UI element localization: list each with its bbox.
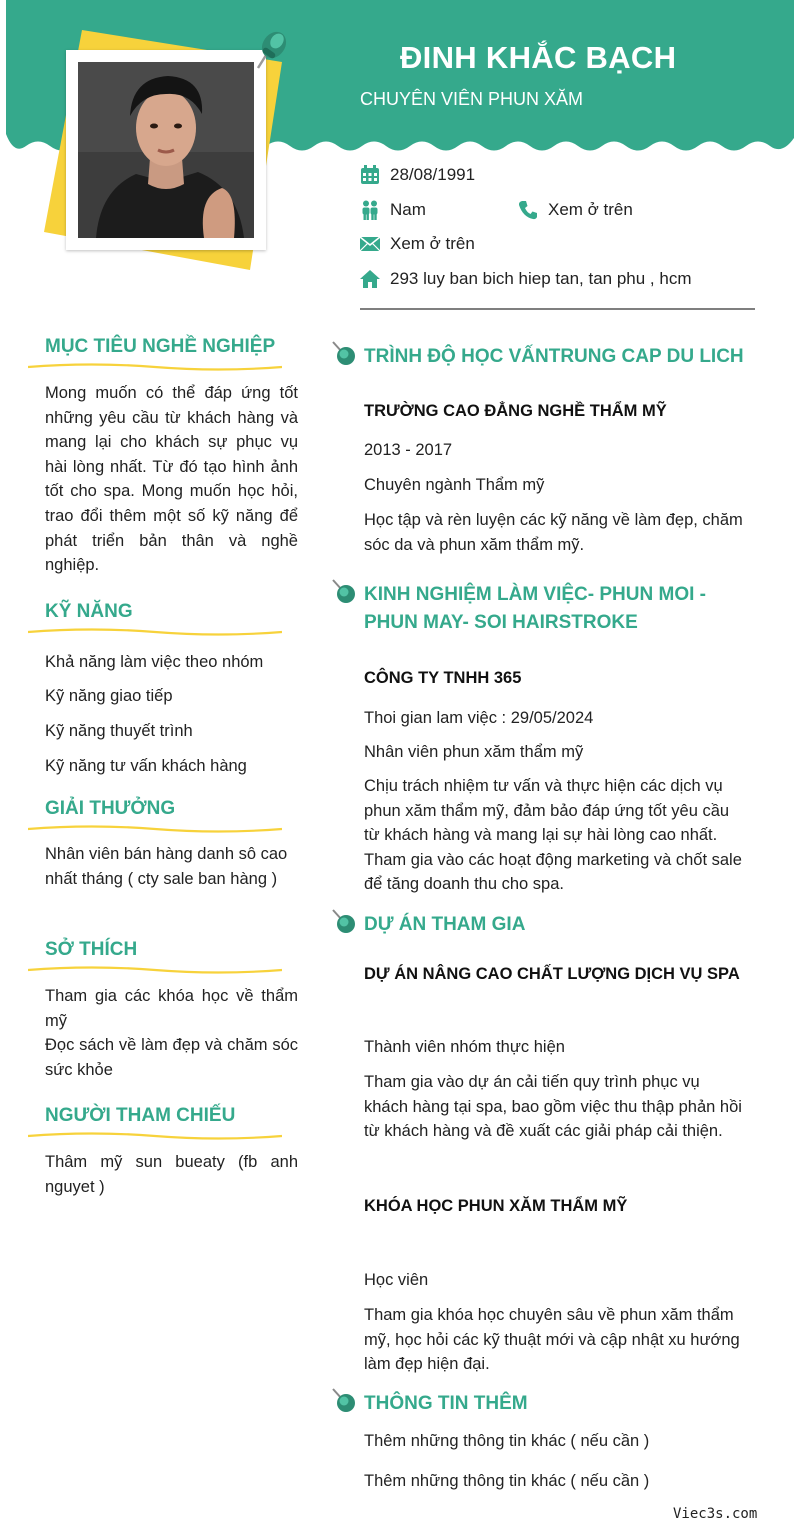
photo-pushpin-icon <box>252 26 290 72</box>
email-value: Xem ở trên <box>390 234 475 253</box>
experience-period: Thoi gian lam việc : 29/05/2024 <box>364 709 594 727</box>
experience-description: Chịu trách nhiệm tư vấn và thực hiện các dịch vụ phun xăm thẩm mỹ, đảm bảo đáp ứng tốt yêu cầu từ khách hàng và mang lại sự hài lòng cao nhất. Tham gia vào các hoạt động marketing và chốt sale để tăng doanh thu cho spa. <box>364 777 742 894</box>
objective-text: Mong muốn có thể đáp ứng tốt những yêu cầu từ khách hàng và mang lại cho khách sự phục vụ hài lòng nhất. Từ đó tạo hình ảnh tốt cho spa. Mong muốn học hỏi, trao đổi thêm một số kỹ năng để phát triển bản thân và nghề nghiệp. <box>45 384 298 575</box>
phone-value: Xem ở trên <box>548 200 633 219</box>
skills-heading: KỸ NĂNG <box>45 601 133 622</box>
objective-underline <box>28 362 282 372</box>
experience-company: CÔNG TY TNHH 365 <box>364 669 522 687</box>
contact-phone <box>518 200 633 220</box>
contact-address <box>360 269 691 289</box>
brand-watermark[interactable]: Viec3s.com <box>673 1506 758 1522</box>
experience-heading: KINH NGHIỆM LÀM VIỆC- PHUN MOI - PHUN MAY- SOI HAIRSTROKE <box>364 584 706 633</box>
project-description: Tham gia khóa học chuyên sâu về phun xăm thẩm mỹ, học hỏi các kỹ thuật mới và cập nhật xu hướng làm đẹp hiện đại. <box>364 1306 740 1374</box>
skill-item: Kỹ năng tư vấn khách hàng <box>45 757 247 775</box>
references-heading: NGƯỜI THAM CHIẾU <box>45 1105 236 1126</box>
contact-birthday <box>360 165 475 185</box>
awards-underline <box>28 824 282 834</box>
photo-frame <box>66 50 266 250</box>
header-divider <box>360 308 755 310</box>
home-icon <box>360 269 380 289</box>
job-title: CHUYÊN VIÊN PHUN XĂM <box>360 89 584 109</box>
experience-position: Nhân viên phun xăm thẩm mỹ <box>364 743 584 761</box>
awards-heading: GIẢI THƯỞNG <box>45 798 176 819</box>
education-heading: TRÌNH ĐỘ HỌC VẤNTRUNG CAP DU LICH <box>364 346 744 367</box>
skills-underline <box>28 627 282 637</box>
project-role: Học viên <box>364 1271 429 1289</box>
people-icon <box>360 200 380 220</box>
education-major: Chuyên ngành Thẩm mỹ <box>364 476 545 494</box>
calendar-icon <box>360 165 380 185</box>
candidate-name: ĐINH KHẮC BẠCH <box>400 40 677 75</box>
project-name: KHÓA HỌC PHUN XĂM THẨM MỸ <box>364 1197 628 1215</box>
awards-text: Nhân viên bán hàng danh sô cao nhất tháng ( cty sale ban hàng ) <box>45 845 288 888</box>
phone-icon <box>518 200 538 220</box>
address-value: 293 luy ban bich hiep tan, tan phu , hcm <box>390 269 692 288</box>
hobbies-heading: SỞ THÍCH <box>45 939 138 960</box>
envelope-icon <box>360 234 380 254</box>
more-info-item: Thêm những thông tin khác ( nếu cần ) <box>364 1472 650 1490</box>
birthday-value: 28/08/1991 <box>390 165 476 184</box>
references-text: Thâm mỹ sun bueaty (fb anh nguyet ) <box>45 1153 298 1196</box>
education-school: TRƯỜNG CAO ĐẲNG NGHỀ THẨM MỸ <box>364 402 667 420</box>
gender-value: Nam <box>390 200 426 219</box>
more-info-item: Thêm những thông tin khác ( nếu cần ) <box>364 1432 650 1450</box>
skill-item: Kỹ năng giao tiếp <box>45 687 173 705</box>
contact-email <box>360 234 475 254</box>
education-description: Học tập và rèn luyện các kỹ năng về làm đẹp, chăm sóc da và phun xăm thẩm mỹ. <box>364 511 743 554</box>
skill-item: Kỹ năng thuyết trình <box>45 722 193 740</box>
project-description: Tham gia vào dự án cải tiến quy trình phục vụ khách hàng tại spa, bao gồm việc thu thập phản hồi từ khách hàng và đề xuất các giải pháp cải thiện. <box>364 1073 742 1141</box>
references-underline <box>28 1131 282 1141</box>
pushpin-icon <box>330 576 356 606</box>
project-role: Thành viên nhóm thực hiện <box>364 1038 565 1056</box>
skill-item: Khả năng làm việc theo nhóm <box>45 653 264 671</box>
avatar <box>78 62 254 238</box>
objective-heading: MỤC TIÊU NGHỀ NGHIỆP <box>45 336 276 357</box>
more-info-heading: THÔNG TIN THÊM <box>364 1393 528 1414</box>
project-name: DỰ ÁN NÂNG CAO CHẤT LƯỢNG DỊCH VỤ SPA <box>364 965 740 983</box>
hobbies-text: Tham gia các khóa học về thẩm mỹ Đọc sách về làm đẹp và chăm sóc sức khỏe <box>45 987 298 1079</box>
pushpin-icon <box>330 1385 356 1415</box>
pushpin-icon <box>330 338 356 368</box>
education-period: 2013 - 2017 <box>364 441 453 459</box>
contact-gender <box>360 200 426 220</box>
projects-heading: DỰ ÁN THAM GIA <box>364 914 526 935</box>
hobbies-underline <box>28 965 282 975</box>
pushpin-icon <box>330 906 356 936</box>
